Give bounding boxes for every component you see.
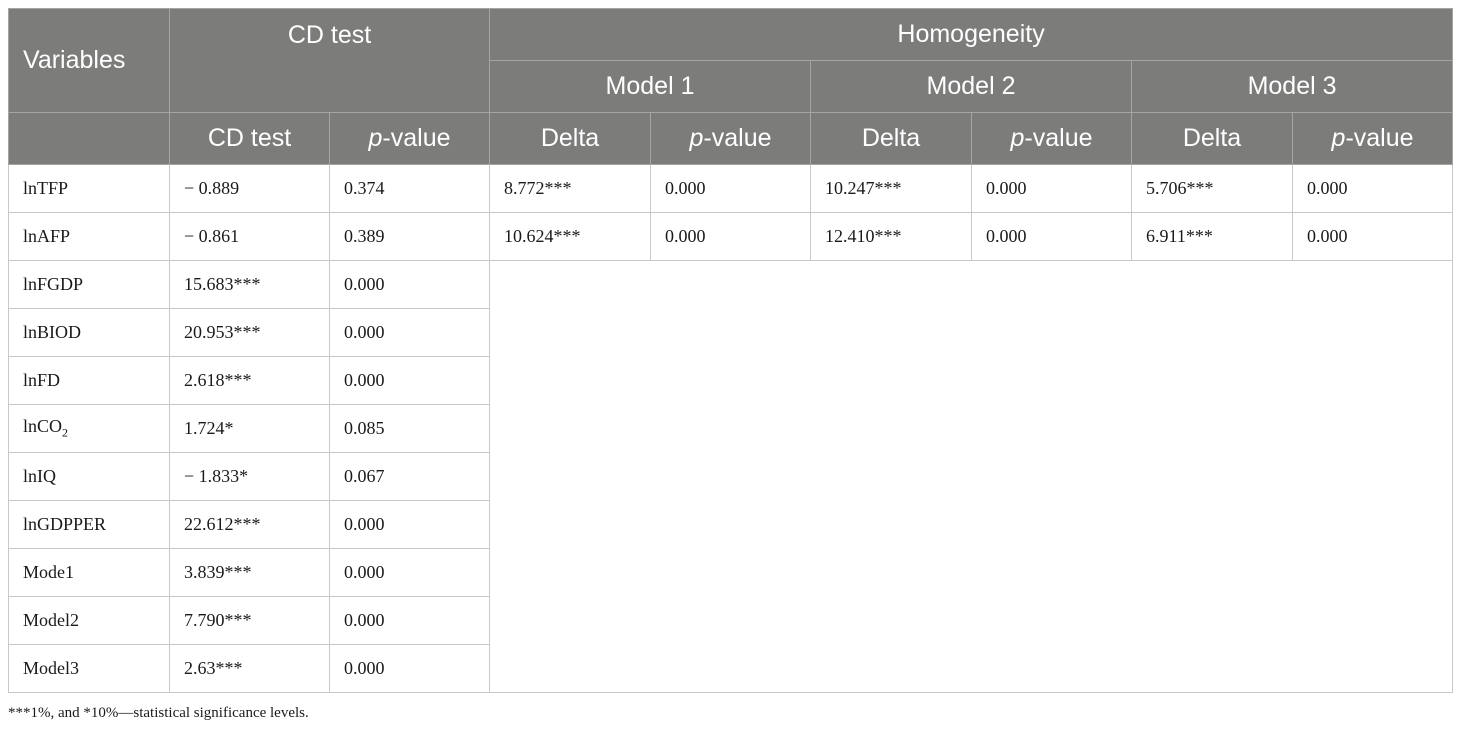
cd-test-cell: − 0.861	[170, 213, 330, 261]
variable-cell: lnGDPPER	[9, 501, 170, 549]
homog-p-value-cell: 0.000	[1293, 213, 1453, 261]
variable-cell: lnTFP	[9, 165, 170, 213]
variable-cell: Model3	[9, 645, 170, 693]
table-body	[9, 165, 1453, 693]
header-model-1: Model 1	[490, 61, 811, 113]
delta-cell: 12.410***	[811, 213, 972, 261]
variable-cell: lnCO$_2$	[9, 405, 170, 453]
delta-cell: 8.772***	[490, 165, 651, 213]
header-delta-1: Delta	[490, 113, 651, 165]
cd-test-cell: 22.612***	[170, 501, 330, 549]
variable-cell: Model2	[9, 597, 170, 645]
cd-p-value-cell: 0.000	[330, 645, 490, 693]
header-p-value-1: p-value	[651, 113, 811, 165]
cd-test-cell: 2.618***	[170, 357, 330, 405]
header-variables-spacer	[9, 113, 170, 165]
cd-p-value-cell: 0.389	[330, 213, 490, 261]
cd-p-value-cell: 0.000	[330, 549, 490, 597]
homog-p-value-cell: 0.000	[651, 213, 811, 261]
empty-area	[490, 261, 1453, 693]
cd-p-value-cell: 0.000	[330, 261, 490, 309]
homog-p-value-cell: 0.000	[1293, 165, 1453, 213]
header-delta-2: Delta	[811, 113, 972, 165]
header-delta-3: Delta	[1132, 113, 1293, 165]
table-row	[9, 261, 1453, 309]
variable-cell: lnAFP	[9, 213, 170, 261]
delta-cell: 10.624***	[490, 213, 651, 261]
table-row	[9, 213, 1453, 261]
cd-test-cell: 1.724*	[170, 405, 330, 453]
delta-cell: 5.706***	[1132, 165, 1293, 213]
homog-p-value-cell: 0.000	[651, 165, 811, 213]
variable-cell: lnFD	[9, 357, 170, 405]
cd-p-value-cell: 0.067	[330, 453, 490, 501]
variable-cell: lnFGDP	[9, 261, 170, 309]
footnote: ***1%, and *10%—statistical significance levels.	[8, 705, 309, 721]
cd-test-cell: 15.683***	[170, 261, 330, 309]
cd-p-value-cell: 0.000	[330, 501, 490, 549]
header-cd-group: CD test	[170, 9, 490, 113]
delta-cell: 10.247***	[811, 165, 972, 213]
cd-p-value-cell: 0.000	[330, 597, 490, 645]
cd-p-value-cell: 0.085	[330, 405, 490, 453]
variable-cell: lnIQ	[9, 453, 170, 501]
header-cd-p-value: p-value	[330, 113, 490, 165]
cd-test-cell: 20.953***	[170, 309, 330, 357]
cd-p-value-cell: 0.000	[330, 357, 490, 405]
variable-cell: lnBIOD	[9, 309, 170, 357]
header-p-value-2: p-value	[972, 113, 1132, 165]
header-variables: Variables	[9, 9, 170, 113]
cd-p-value-cell: 0.374	[330, 165, 490, 213]
header-model-2: Model 2	[811, 61, 1132, 113]
table-row	[9, 165, 1453, 213]
header-cd-test: CD test	[170, 113, 330, 165]
cd-test-cell: 2.63***	[170, 645, 330, 693]
cd-p-value-cell: 0.000	[330, 309, 490, 357]
homog-p-value-cell: 0.000	[972, 165, 1132, 213]
variable-cell: Mode1	[9, 549, 170, 597]
results-table	[8, 8, 1453, 693]
cd-test-cell: − 1.833*	[170, 453, 330, 501]
cd-test-cell: 7.790***	[170, 597, 330, 645]
header-homogeneity: Homogeneity	[490, 9, 1453, 61]
delta-cell: 6.911***	[1132, 213, 1293, 261]
header-p-value-3: p-value	[1293, 113, 1453, 165]
cd-test-cell: − 0.889	[170, 165, 330, 213]
header-model-3: Model 3	[1132, 61, 1453, 113]
homog-p-value-cell: 0.000	[972, 213, 1132, 261]
cd-test-cell: 3.839***	[170, 549, 330, 597]
